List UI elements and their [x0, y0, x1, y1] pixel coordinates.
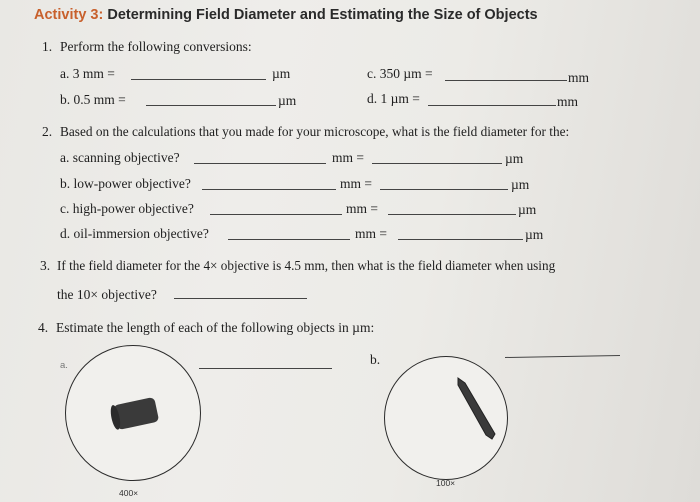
q4-b-label: b.: [370, 352, 381, 367]
activity-title: Determining Field Diameter and Estimating the Size of Objects: [107, 7, 538, 23]
q2-c-blank-mm[interactable]: [210, 214, 342, 215]
q1-c-unit: mm: [568, 70, 590, 85]
activity-label: Activity 3:: [34, 7, 104, 23]
q2-b-mid: mm =: [340, 176, 372, 191]
q2-a-blank-mm[interactable]: [194, 163, 326, 164]
specimen-b-drawing: [385, 357, 507, 479]
q1-c-label: c. 350 µm =: [367, 66, 433, 81]
q2-d-unit: µm: [525, 227, 544, 242]
q4-number: 4.: [38, 320, 49, 335]
q2-b-label: b. low-power objective?: [60, 176, 191, 191]
q1-b-unit: µm: [278, 93, 297, 108]
q2-a-label: a. scanning objective?: [60, 150, 180, 165]
q1-a-label: a. 3 mm =: [60, 66, 115, 81]
q2-a-unit: µm: [505, 151, 524, 166]
q2-d-label: d. oil-immersion objective?: [60, 226, 209, 241]
q1-d-unit: mm: [557, 94, 579, 109]
q2-d-mid: mm =: [355, 226, 387, 241]
specimen-a-drawing: [66, 346, 200, 480]
q2-c-blank-um[interactable]: [388, 214, 516, 215]
q2-c-unit: µm: [518, 202, 537, 217]
q1-c-blank[interactable]: [445, 80, 567, 81]
q2-prompt: Based on the calculations that you made for your microscope, what is the field diameter for the:: [60, 124, 570, 139]
q1-a-blank[interactable]: [131, 79, 266, 80]
q2-c-mid: mm =: [346, 201, 378, 216]
q4-b-blank[interactable]: [505, 355, 620, 358]
q4-a-label: a.: [60, 360, 68, 371]
q1-b-blank[interactable]: [146, 105, 276, 106]
q1-d-blank[interactable]: [428, 105, 556, 106]
q1-d-label: d. 1 µm =: [367, 91, 420, 106]
q1-prompt: Perform the following conversions:: [60, 39, 252, 54]
field-of-view-a: [65, 345, 201, 481]
q1-a-unit: µm: [272, 66, 291, 81]
field-of-view-b: [384, 356, 508, 480]
q2-d-blank-mm[interactable]: [228, 239, 350, 240]
q4-prompt: Estimate the length of each of the following objects in µm:: [56, 320, 375, 335]
q3-prompt-line2: the 10× objective?: [57, 287, 157, 302]
q4-a-blank[interactable]: [199, 368, 332, 369]
magnification-a: 400×: [119, 488, 139, 498]
q3-number: 3.: [40, 258, 51, 273]
q2-b-blank-um[interactable]: [380, 189, 508, 190]
specimen-b-body: [458, 378, 495, 439]
q2-b-unit: µm: [511, 177, 530, 192]
q3-prompt-line1: If the field diameter for the 4× objective is 4.5 mm, then what is the field diameter when using: [57, 258, 556, 273]
q2-number: 2.: [42, 124, 53, 139]
q1-b-label: b. 0.5 mm =: [60, 92, 126, 107]
q2-d-blank-um[interactable]: [398, 239, 523, 240]
magnification-b: 100×: [436, 478, 456, 488]
q2-b-blank-mm[interactable]: [202, 189, 336, 190]
q3-blank[interactable]: [174, 298, 307, 299]
q2-c-label: c. high-power objective?: [60, 201, 194, 216]
q1-number: 1.: [42, 39, 53, 54]
q2-a-blank-um[interactable]: [372, 163, 502, 164]
q2-a-mid: mm =: [332, 150, 364, 165]
page-title: [34, 7, 538, 23]
